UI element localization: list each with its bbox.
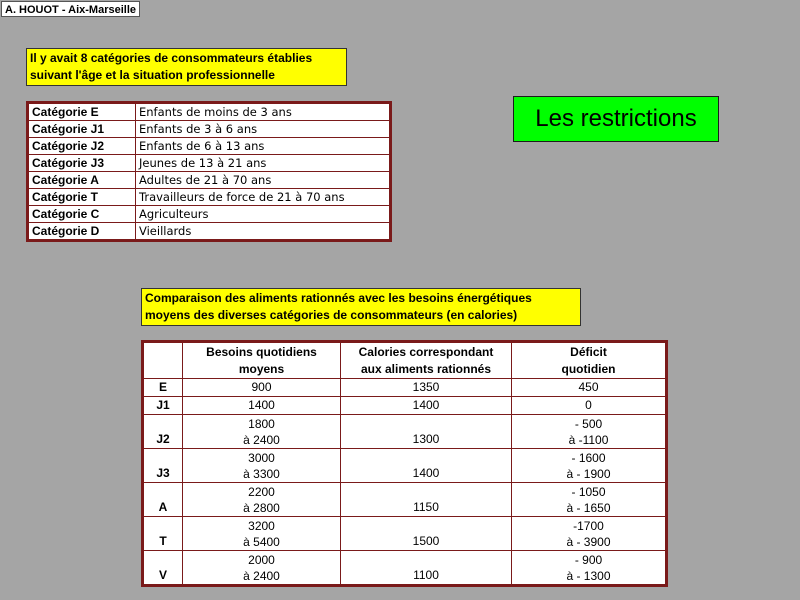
comparison-caption-line-2: moyens des diverses catégories de consommateurs (en calories): [145, 308, 518, 322]
category-desc: Travailleurs de force de 21 à 70 ans: [136, 189, 391, 206]
header-calories-line-2: aux aliments rationnés: [360, 361, 492, 376]
row-besoins: 900: [183, 379, 341, 397]
deficit-to: à - 3900: [566, 534, 611, 549]
table-row: [143, 483, 667, 517]
intro-line-2: suivant l'âge et la situation professionnelle: [30, 68, 275, 82]
besoins-from: 1800: [248, 416, 275, 431]
comparison-caption-box: [141, 288, 581, 326]
row-key: J3: [143, 449, 183, 483]
deficit-from: - 500: [574, 416, 603, 431]
deficit-from: - 1050: [571, 484, 606, 499]
row-calories: 1400: [341, 449, 512, 483]
row-deficit: [512, 449, 667, 483]
category-code: Catégorie J1: [28, 121, 136, 138]
row-besoins: 1400: [183, 397, 341, 415]
besoins-to: à 3300: [243, 466, 280, 481]
row-key: V: [143, 551, 183, 586]
besoins-to: à 5400: [243, 534, 280, 549]
header-calories: [341, 342, 512, 379]
table-row: [28, 121, 391, 138]
category-desc: Enfants de 3 à 6 ans: [136, 121, 391, 138]
header-deficit: [512, 342, 667, 379]
page-title: Les restrictions: [513, 96, 719, 142]
table-header-row: [143, 342, 667, 379]
deficit-to: à -1100: [568, 432, 609, 447]
row-besoins: [183, 449, 341, 483]
table-row: [143, 449, 667, 483]
header-empty: [143, 342, 183, 379]
table-row: [28, 103, 391, 121]
row-calories: 1150: [341, 483, 512, 517]
intro-text-box: [26, 48, 347, 86]
table-row: [143, 397, 667, 415]
category-code: Catégorie T: [28, 189, 136, 206]
header-besoins: [183, 342, 341, 379]
table-row: [28, 138, 391, 155]
comparison-table: [141, 340, 668, 587]
row-besoins: [183, 415, 341, 449]
row-calories: 1500: [341, 517, 512, 551]
category-code: Catégorie D: [28, 223, 136, 241]
deficit-from: - 1600: [571, 450, 606, 465]
deficit-to: à - 1300: [566, 568, 611, 583]
table-row: [143, 517, 667, 551]
deficit-from: -1700: [573, 518, 604, 533]
table-row: [28, 189, 391, 206]
category-desc: Jeunes de 13 à 21 ans: [136, 155, 391, 172]
header-besoins-line-1: Besoins quotidiens: [206, 344, 317, 359]
category-code: Catégorie J3: [28, 155, 136, 172]
table-row: [28, 172, 391, 189]
row-besoins: [183, 483, 341, 517]
row-key: J1: [143, 397, 183, 415]
table-row: [143, 379, 667, 397]
category-code: Catégorie A: [28, 172, 136, 189]
category-code: Catégorie E: [28, 103, 136, 121]
table-row: [143, 415, 667, 449]
header-besoins-line-2: moyens: [238, 361, 285, 376]
deficit-to: à - 1900: [566, 466, 611, 481]
row-key: J2: [143, 415, 183, 449]
header-deficit-line-2: quotidien: [561, 361, 616, 376]
header-deficit-line-1: Déficit: [570, 344, 607, 359]
category-desc: Enfants de 6 à 13 ans: [136, 138, 391, 155]
row-calories: 1350: [341, 379, 512, 397]
row-deficit: [512, 551, 667, 586]
besoins-from: 3000: [248, 450, 275, 465]
category-desc: Vieillards: [136, 223, 391, 241]
categories-table: [26, 101, 392, 242]
row-key: A: [143, 483, 183, 517]
category-desc: Agriculteurs: [136, 206, 391, 223]
table-row: [28, 223, 391, 241]
row-key: T: [143, 517, 183, 551]
besoins-to: à 2400: [243, 432, 280, 447]
row-besoins: [183, 517, 341, 551]
besoins-from: 2000: [248, 552, 275, 567]
row-besoins: [183, 551, 341, 586]
table-row: [28, 206, 391, 223]
category-desc: Adultes de 21 à 70 ans: [136, 172, 391, 189]
row-calories: 1100: [341, 551, 512, 586]
comparison-caption-line-1: Comparaison des aliments rationnés avec les besoins énergétiques: [145, 291, 532, 305]
row-key: E: [143, 379, 183, 397]
category-code: Catégorie J2: [28, 138, 136, 155]
table-row: [143, 551, 667, 586]
table-row: [28, 155, 391, 172]
header-calories-line-1: Calories correspondant: [358, 344, 494, 359]
category-desc: Enfants de moins de 3 ans: [136, 103, 391, 121]
row-deficit: 0: [512, 397, 667, 415]
deficit-to: à - 1650: [566, 500, 611, 515]
row-calories: 1300: [341, 415, 512, 449]
besoins-from: 2200: [248, 484, 275, 499]
row-deficit: 450: [512, 379, 667, 397]
besoins-to: à 2400: [243, 568, 280, 583]
row-deficit: [512, 415, 667, 449]
row-calories: 1400: [341, 397, 512, 415]
category-code: Catégorie C: [28, 206, 136, 223]
intro-line-1: Il y avait 8 catégories de consommateurs établies: [30, 51, 313, 65]
besoins-to: à 2800: [243, 500, 280, 515]
besoins-from: 3200: [248, 518, 275, 533]
author-label: A. HOUOT - Aix-Marseille: [1, 1, 140, 17]
row-deficit: [512, 517, 667, 551]
row-deficit: [512, 483, 667, 517]
deficit-from: - 900: [574, 552, 603, 567]
